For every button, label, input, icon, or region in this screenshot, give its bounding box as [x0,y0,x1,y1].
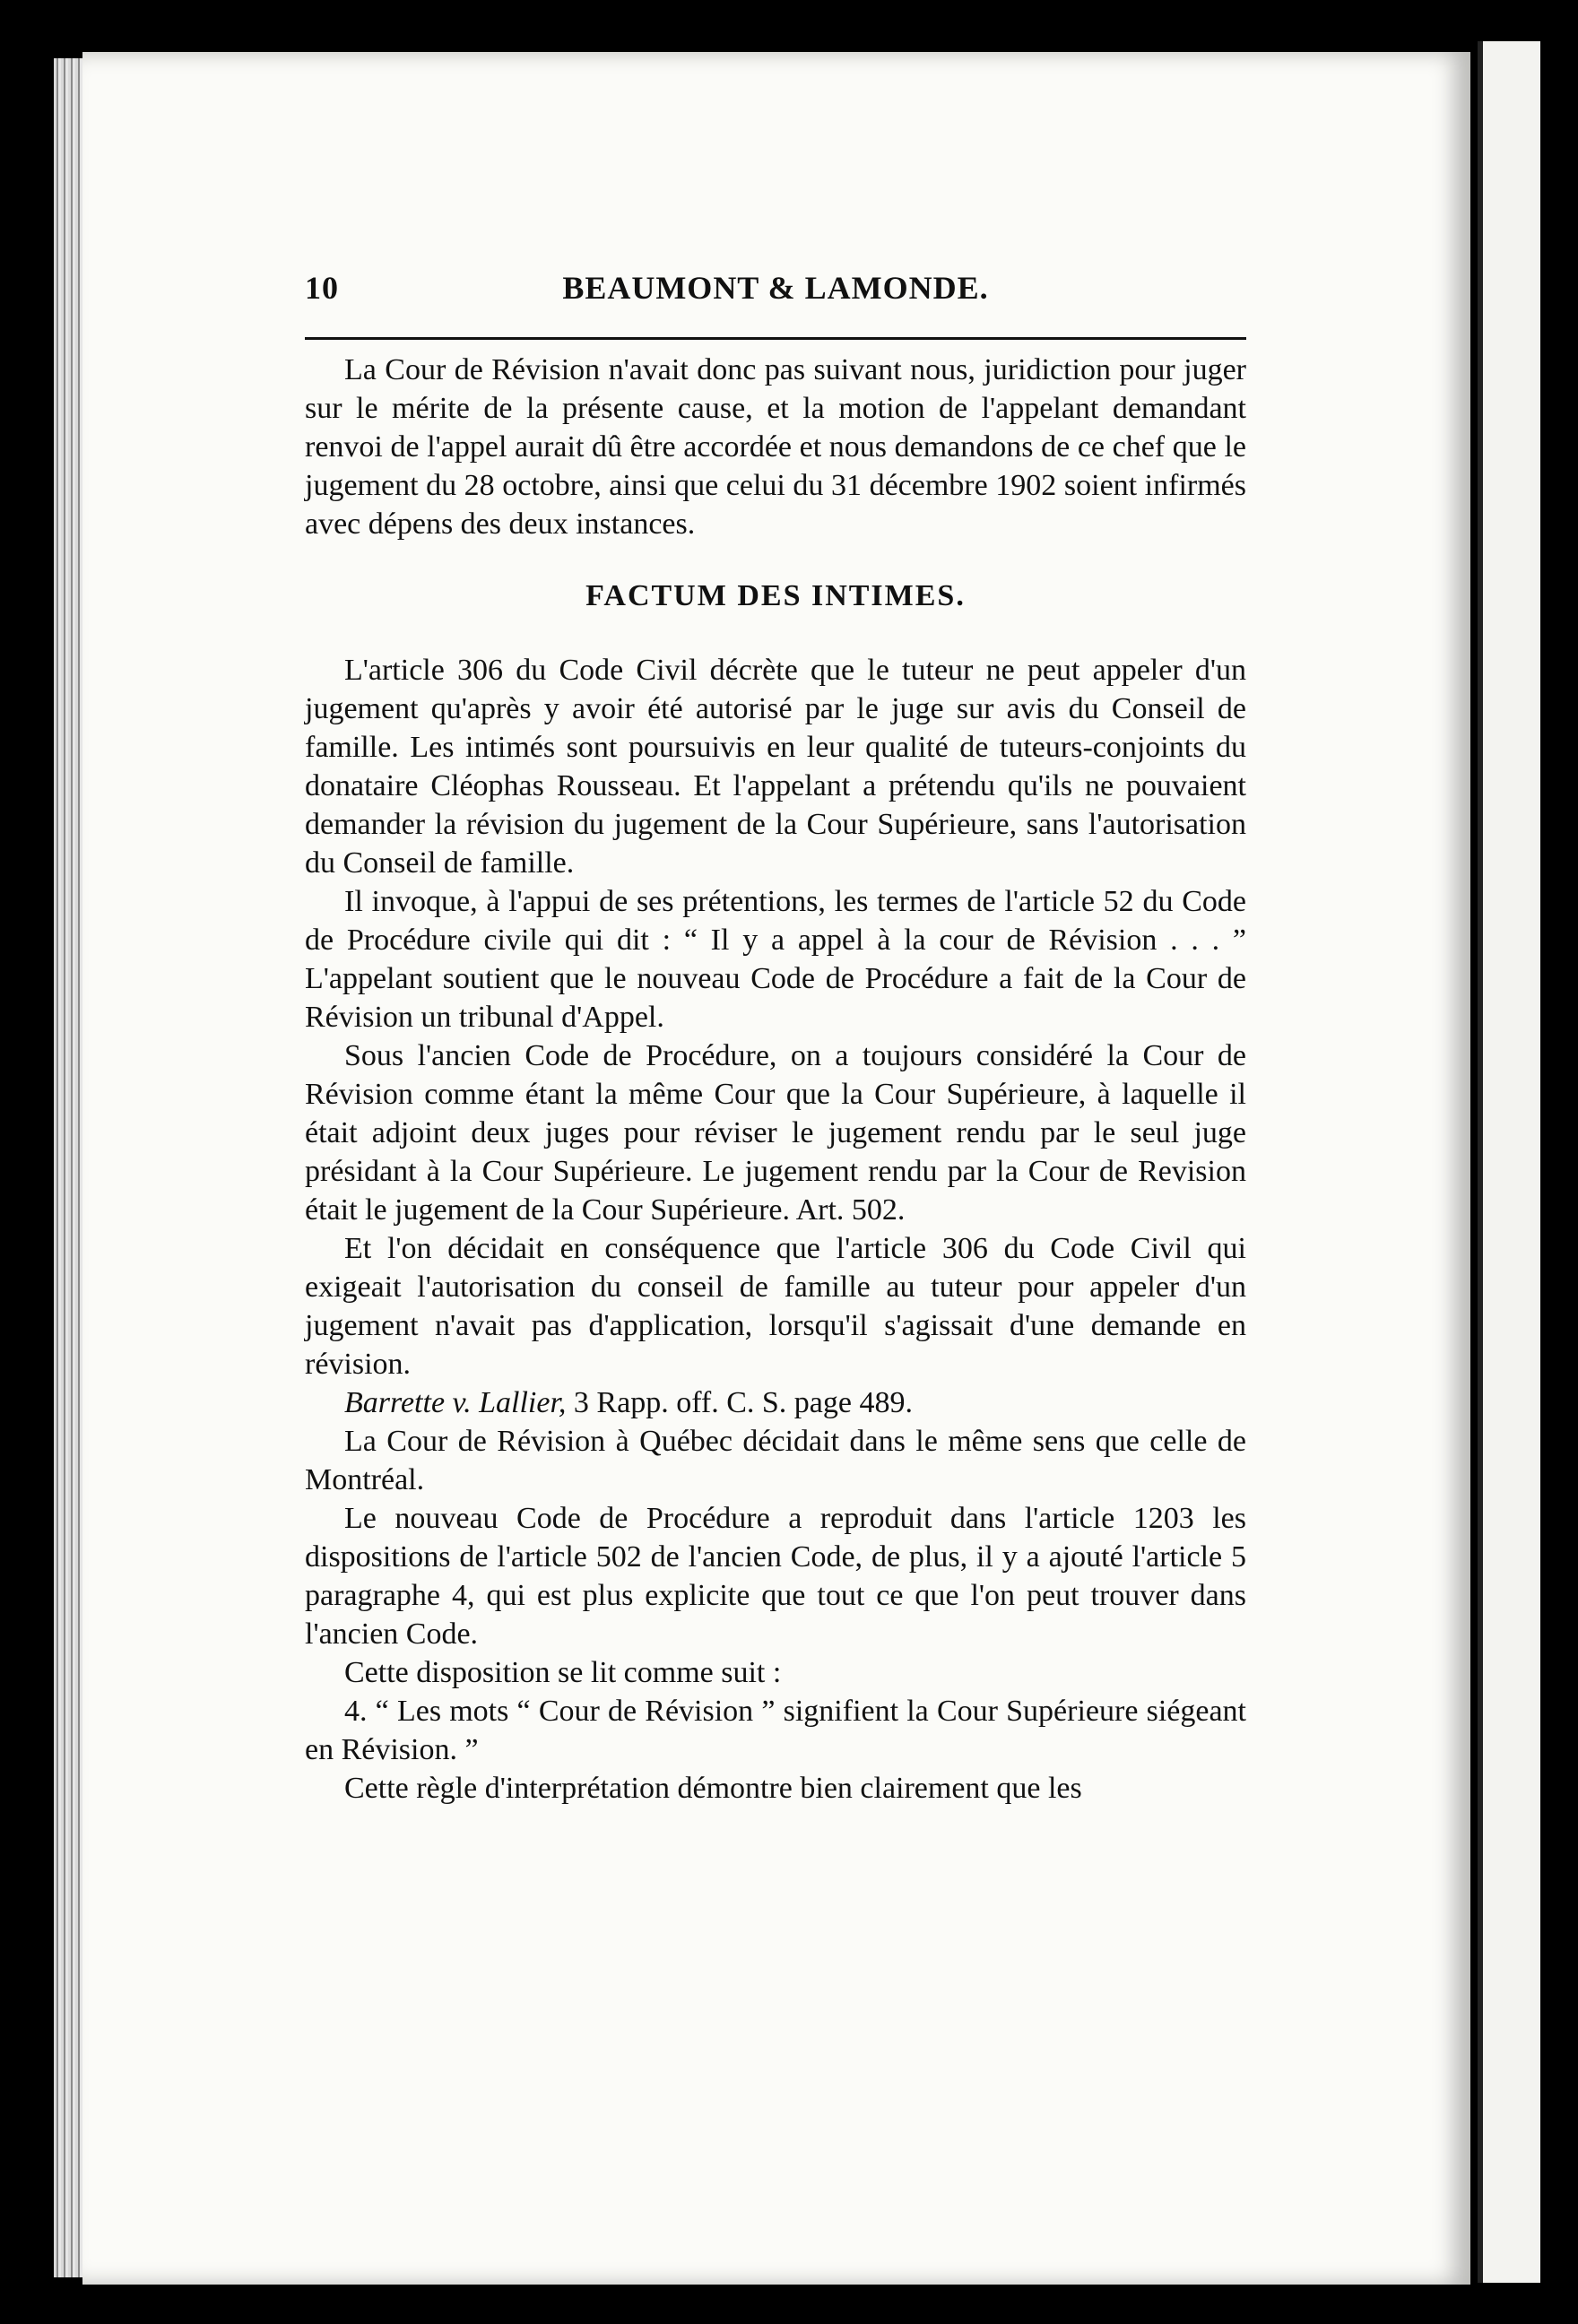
case-citation-name: Barrette v. Lallier, [344,1386,567,1419]
section-heading: FACTUM DES INTIMES. [585,579,966,612]
book-page-edge [54,58,82,2277]
paragraph-7: La Cour de Révision à Québec décidait dans le même sens que celle de Montréal. [305,1425,1246,1496]
page-number: 10 [305,270,339,306]
paragraph-8: Le nouveau Code de Procédure a reproduit dans l'article 1203 les dispositions de l'article 502 de l'ancien Code, de plus, il y a ajouté l'article 5 paragraphe 4, qui est plus explicite que tout ce que l'on peut trouver dans l'ancien Code. [305,1502,1246,1651]
page-content [305,269,1246,1808]
paragraph-5: Et l'on décidait en conséquence que l'article 306 du Code Civil qui exigeait l'autorisation du conseil de famille au tuteur pour appeler d'un jugement n'avait pas d'application, lorsqu'il s'agissait d'une demande en révision. [305,1232,1246,1381]
page-header [305,269,1246,316]
running-head: BEAUMONT & LAMONDE. [562,270,989,306]
paragraph-3: Il invoque, à l'appui de ses prétentions, les termes de l'article 52 du Code de Procédure civile qui dit : “ Il y a appel à la cour de Révision . . . ” L'appelant soutient que le nouveau Code de Procédure a fait de la Cour de Révision un tribunal d'Appel. [305,885,1246,1034]
header-rule [305,337,1246,340]
paragraph-11: Cette règle d'interprétation démontre bien clairement que les [344,1772,1082,1805]
paragraph-1: La Cour de Révision n'avait donc pas suivant nous, juridiction pour juger sur le mérite de la présente cause, et la motion de l'appelant demandant renvoi de l'appel aurait dû être accordée et nous demandons de ce chef que le jugement du 28 octobre, ainsi que celui du 31 décembre 1902 soient infirmés avec dépens des deux instances. [305,353,1246,541]
paragraph-4: Sous l'ancien Code de Procédure, on a toujours considéré la Cour de Révision comme étant la même Cour que la Cour Supérieure, à laquelle il était adjoint deux juges pour réviser le jugement rendu par le seul juge présidant à la Cour Supérieure. Le jugement rendu par la Cour de Revision était le jugement de la Cour Supérieure. Art. 502. [305,1039,1246,1227]
paragraph-9: Cette disposition se lit comme suit : [344,1656,782,1689]
paragraph-10: 4. “ Les mots “ Cour de Révision ” signifient la Cour Supérieure siégeant en Révision. ” [305,1695,1246,1766]
paragraph-2: L'article 306 du Code Civil décrète que le tuteur ne peut appeler d'un jugement qu'après y avoir été autorisé par le juge sur avis du Conseil de famille. Les intimés sont poursuivis en leur qualité de tuteurs-conjoints du donataire Cléophas Rousseau. Et l'appelant a prétendu qu'ils ne pouvaient demander la révision du jugement de la Cour Supérieure, sans l'autorisation du Conseil de famille. [305,654,1246,880]
case-citation-ref: 3 Rapp. off. C. S. page 489. [566,1386,913,1419]
facing-page-strip [1478,41,1540,2283]
paragraph-6 [305,1383,1246,1422]
